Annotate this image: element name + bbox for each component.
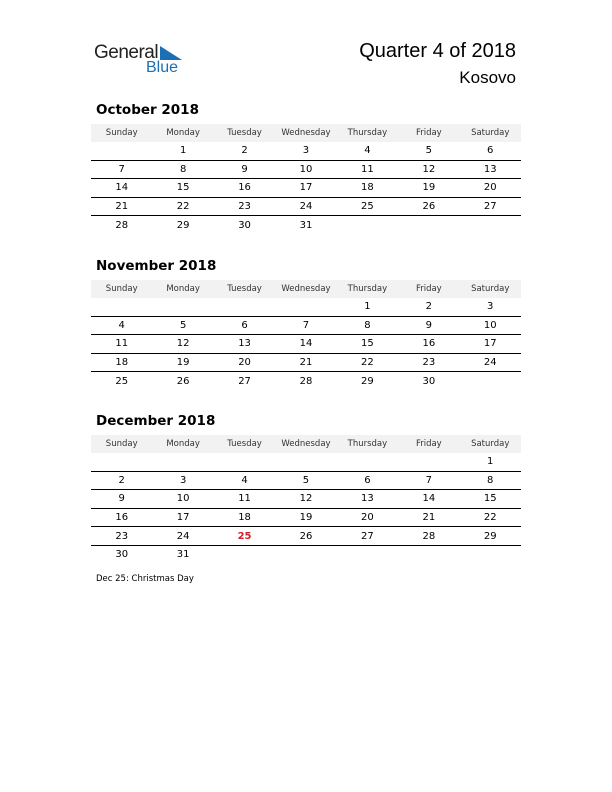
month-title: December 2018 xyxy=(96,413,216,429)
month-december xyxy=(91,413,521,564)
day-cell: 23 xyxy=(115,530,129,542)
day-cell: 21 xyxy=(422,512,436,524)
day-cell: 13 xyxy=(361,493,374,505)
day-cell: 20 xyxy=(238,357,251,369)
weekday-name: Saturday xyxy=(471,128,510,138)
weekday-name: Sunday xyxy=(105,284,138,294)
weekday-header xyxy=(91,124,521,142)
logo-blue-text: Blue xyxy=(146,59,179,76)
week-row xyxy=(91,216,521,234)
day-cell: 23 xyxy=(238,201,251,213)
week-row xyxy=(91,198,521,217)
day-cell: 18 xyxy=(238,512,251,524)
weekday-name: Monday xyxy=(166,128,200,138)
week-row xyxy=(91,472,521,491)
day-cell: 9 xyxy=(118,493,125,505)
weekday-name: Tuesday xyxy=(227,439,262,449)
weekday-name: Thursday xyxy=(347,284,388,294)
weekday-name: Wednesday xyxy=(281,128,331,138)
day-cell: 18 xyxy=(361,182,374,194)
day-cell: 10 xyxy=(299,163,313,175)
weekday-name: Friday xyxy=(415,439,442,449)
day-cell: 30 xyxy=(422,375,436,387)
weekday-name: Thursday xyxy=(347,128,388,138)
day-cell: 29 xyxy=(483,530,497,542)
day-cell: 8 xyxy=(364,319,371,331)
weekday-name: Saturday xyxy=(471,439,510,449)
week-row xyxy=(91,527,521,546)
day-cell: 22 xyxy=(176,201,190,213)
day-cell: 28 xyxy=(115,219,129,231)
day-cell: 16 xyxy=(422,338,436,350)
day-cell: 25 xyxy=(115,375,129,387)
week-row xyxy=(91,317,521,336)
day-cell: 16 xyxy=(115,512,129,524)
day-cell: 4 xyxy=(241,474,248,486)
weekday-name: Tuesday xyxy=(227,284,262,294)
day-cell: 3 xyxy=(179,474,187,486)
logo-general-text: General xyxy=(94,42,159,63)
day-cell: 19 xyxy=(422,182,436,194)
weekday-name: Wednesday xyxy=(281,439,331,449)
day-cell: 11 xyxy=(361,163,374,175)
country-name: Kosovo xyxy=(459,68,516,87)
weekday-name: Thursday xyxy=(347,439,388,449)
day-cell: 24 xyxy=(483,357,497,369)
day-cell: 12 xyxy=(176,338,190,350)
day-cell: 6 xyxy=(487,145,494,157)
quarter-title: Quarter 4 of 2018 xyxy=(359,40,516,62)
day-cell: 17 xyxy=(299,182,313,194)
day-cell: 30 xyxy=(115,549,129,561)
day-cell: 2 xyxy=(241,145,248,157)
week-row xyxy=(91,179,521,198)
day-cell: 7 xyxy=(302,319,310,331)
day-cell: 23 xyxy=(422,357,436,369)
day-cell: 27 xyxy=(483,201,497,213)
day-cell: 25 xyxy=(361,201,374,213)
day-cell: 4 xyxy=(364,145,371,157)
day-cell: 3 xyxy=(302,145,310,157)
day-cell: 29 xyxy=(176,219,190,231)
day-cell: 7 xyxy=(118,163,125,175)
weekday-header xyxy=(91,280,521,298)
day-cell: 30 xyxy=(238,219,251,231)
day-cell: 15 xyxy=(483,493,497,505)
day-cell: 29 xyxy=(361,375,374,387)
day-cell: 12 xyxy=(299,493,313,505)
day-cell: 10 xyxy=(483,319,497,331)
weekday-name: Tuesday xyxy=(227,128,262,138)
day-cell: 13 xyxy=(483,163,497,175)
day-cell: 11 xyxy=(238,493,251,505)
day-cell: 19 xyxy=(299,512,313,524)
day-cell: 31 xyxy=(176,549,190,561)
weekday-name: Sunday xyxy=(105,439,138,449)
day-cell: 27 xyxy=(361,530,374,542)
day-cell: 21 xyxy=(115,201,129,213)
weekday-name: Monday xyxy=(166,439,200,449)
day-cell: 11 xyxy=(115,338,129,350)
day-cell: 22 xyxy=(361,357,374,369)
week-row xyxy=(91,372,521,390)
day-cell: 17 xyxy=(483,338,497,350)
day-cell: 5 xyxy=(425,145,432,157)
day-cell: 5 xyxy=(179,319,187,331)
day-cell: 14 xyxy=(299,338,313,350)
day-cell: 1 xyxy=(487,456,494,468)
day-cell: 31 xyxy=(299,219,313,231)
day-cell: 2 xyxy=(118,474,125,486)
day-cell: 12 xyxy=(422,163,436,175)
month-october xyxy=(91,102,521,234)
day-cell: 14 xyxy=(115,182,129,194)
day-cell: 27 xyxy=(238,375,251,387)
day-cell: 1 xyxy=(179,145,187,157)
day-cell: 6 xyxy=(241,319,248,331)
weekday-name: Saturday xyxy=(471,284,510,294)
day-cell: 17 xyxy=(176,512,190,524)
week-row xyxy=(91,142,521,161)
day-cell: 8 xyxy=(179,163,187,175)
weekday-header xyxy=(91,435,521,453)
week-row xyxy=(91,546,521,564)
logo xyxy=(94,40,204,80)
day-cell: 15 xyxy=(176,182,190,194)
day-cell: 26 xyxy=(176,375,190,387)
weekday-name: Wednesday xyxy=(281,284,331,294)
weekday-name: Monday xyxy=(166,284,200,294)
weekday-name: Sunday xyxy=(105,128,138,138)
day-cell: 15 xyxy=(361,338,374,350)
day-cell: 14 xyxy=(422,493,436,505)
day-cell: 24 xyxy=(299,201,313,213)
day-cell: 13 xyxy=(238,338,251,350)
day-cell: 4 xyxy=(118,319,125,331)
month-november xyxy=(91,258,521,390)
month-title: November 2018 xyxy=(96,258,217,274)
logo-triangle-icon xyxy=(160,46,182,60)
week-row xyxy=(91,354,521,373)
day-cell: 20 xyxy=(361,512,374,524)
week-row xyxy=(91,490,521,509)
day-cell: 9 xyxy=(425,319,432,331)
weekday-name: Friday xyxy=(415,128,442,138)
day-cell: 9 xyxy=(241,163,248,175)
day-cell: 5 xyxy=(302,474,310,486)
week-row xyxy=(91,298,521,317)
day-cell: 28 xyxy=(422,530,436,542)
holiday-day-cell: 25 xyxy=(237,530,252,542)
week-row xyxy=(91,335,521,354)
month-title: October 2018 xyxy=(96,102,199,118)
week-row xyxy=(91,453,521,472)
day-cell: 26 xyxy=(299,530,313,542)
week-row xyxy=(91,161,521,180)
weekday-name: Friday xyxy=(415,284,442,294)
day-cell: 10 xyxy=(176,493,190,505)
day-cell: 16 xyxy=(238,182,251,194)
day-cell: 8 xyxy=(487,474,494,486)
day-cell: 19 xyxy=(176,357,190,369)
day-cell: 21 xyxy=(299,357,313,369)
day-cell: 20 xyxy=(483,182,497,194)
day-cell: 26 xyxy=(422,201,436,213)
day-cell: 3 xyxy=(487,301,494,313)
day-cell: 6 xyxy=(364,474,371,486)
day-cell: 7 xyxy=(425,474,432,486)
holiday-note: Dec 25: Christmas Day xyxy=(96,574,194,584)
day-cell: 22 xyxy=(483,512,497,524)
day-cell: 28 xyxy=(299,375,313,387)
day-cell: 2 xyxy=(425,301,432,313)
day-cell: 24 xyxy=(176,530,190,542)
day-cell: 1 xyxy=(364,301,371,313)
day-cell: 18 xyxy=(115,357,129,369)
week-row xyxy=(91,509,521,528)
